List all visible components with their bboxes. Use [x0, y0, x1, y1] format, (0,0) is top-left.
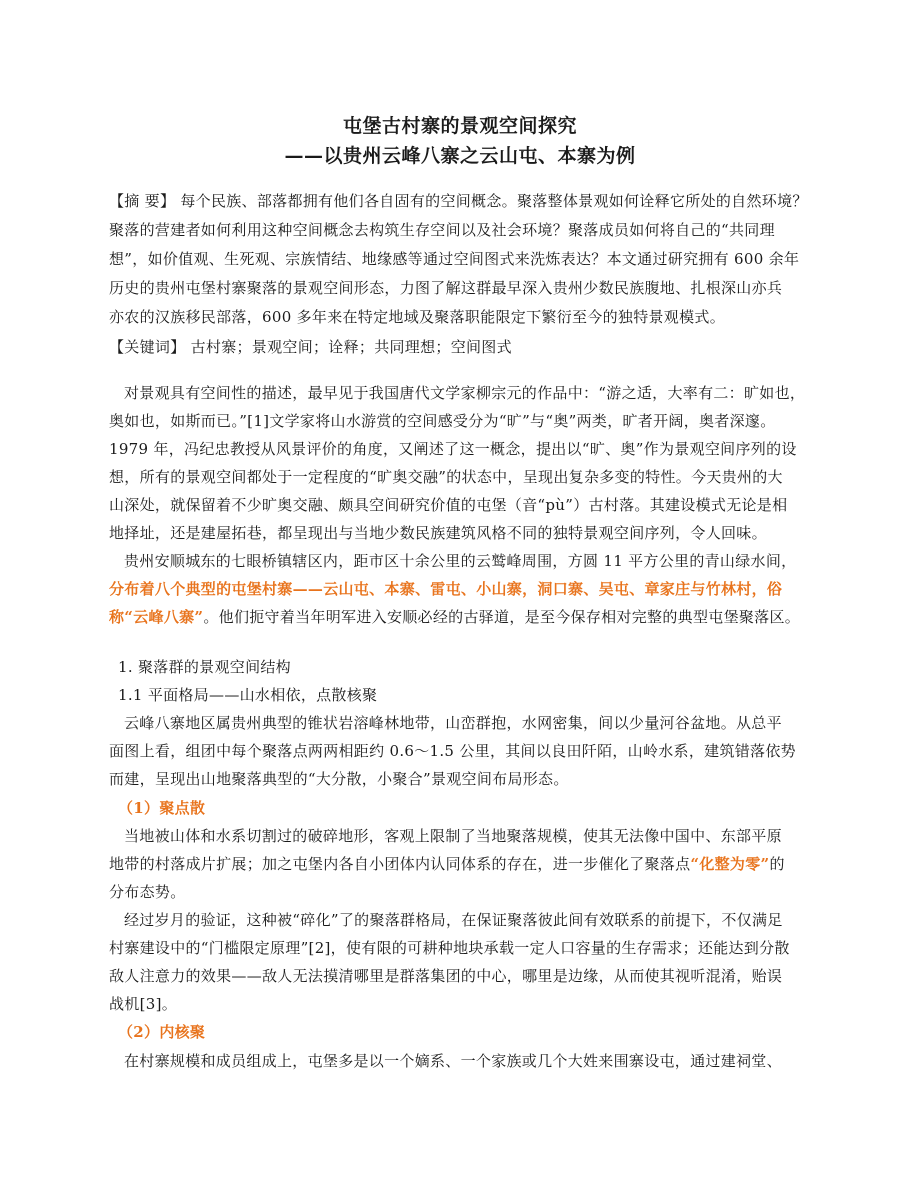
paragraph-line: 云峰八寨地区属贵州典型的锥状岩溶峰林地带，山峦群抱，水网密集，间以少量河谷盆地。从总平 — [124, 714, 782, 732]
paragraph-line: 战机[3]。 — [109, 995, 178, 1013]
paragraph-line: 对景观具有空间性的描述，最早见于我国唐代文学家柳宗元的作品中：“游之适，大率有二：旷如也， — [124, 384, 806, 402]
paragraph-line: 面图上看，组团中每个聚落点两两相距约 0.6～1.5 公里，其间以良田阡陌，山岭水系，建筑错落依势 — [109, 742, 796, 760]
keywords-line — [109, 336, 512, 358]
abstract-line: 历史的贵州屯堡村寨聚落的景观空间形态，力图了解这群最早深入贵州少数民族腹地、扎根深山亦兵 — [109, 279, 783, 297]
paragraph-line: 当地被山体和水系切割过的破碎地形，客观上限制了当地聚落规模，使其无法像中国中、东部平原 — [124, 827, 782, 845]
paragraph-line: 村寨建设中的“门槛限定原理”[2]，使有限的可耕种地块承载一定人口容量的生存需求；还能达到分散 — [109, 939, 790, 957]
abstract-line: 【摘 要】 每个民族、部落都拥有他们各自固有的空间概念。聚落整体景观如何诠释它所处的自然环境？ — [109, 192, 808, 210]
abstract-line: 想”，如价值观、生死观、宗族情结、地缘感等通过空间图式来洗炼表达？本文通过研究拥有 600 余年 — [109, 250, 800, 268]
paragraph-line: 地择址，还是建屋拓巷，都呈现出与当地少数民族建筑风格不同的独特景观空间序列，令人回味。 — [109, 524, 767, 542]
paragraph-line: 而建，呈现出山地聚落典型的“大分散，小聚合”景观空间布局形态。 — [109, 770, 569, 788]
paper-title: 屯堡古村寨的景观空间探究 — [342, 115, 577, 137]
highlight-term: 称“云峰八寨” — [109, 608, 204, 626]
paragraph-line: 敌人注意力的效果——敌人无法摸清哪里是群落集团的中心，哪里是边缘，从而使其视听混淆，贻误 — [109, 967, 783, 985]
paragraph-line: 分布态势。 — [109, 883, 186, 901]
paragraph-line: 奥如也，如斯而已。”[1]文学家将山水游赏的空间感受分为“旷”与“奥”两类，旷者开阔，奥者深邃。 — [109, 412, 776, 430]
section-heading: 1. 聚落群的景观空间结构 — [118, 658, 291, 676]
point-heading: （1）聚点散 — [118, 799, 206, 817]
paragraph-line: 在村寨规模和成员组成上，屯堡多是以一个嫡系、一个家族或几个大姓来围寨设屯，通过建祠堂、 — [124, 1052, 782, 1070]
keywords-label: 【关键词】 — [109, 338, 186, 356]
highlighted-line: 分布着八个典型的屯堡村寨——云山屯、本寨、雷屯、小山寨，洞口寨、吴屯、章家庄与竹林村，俗 — [109, 580, 783, 598]
abstract-label: 【摘 要】 — [109, 192, 176, 210]
paragraph-line: 山深处，就保留着不少旷奥交融、颇具空间研究价值的屯堡（音“pù”）古村落。其建设模式无论是相 — [109, 496, 788, 514]
highlight-term: “化整为零” — [690, 855, 770, 873]
paper-subtitle: ——以贵州云峰八寨之云山屯、本寨为例 — [284, 145, 636, 167]
keywords-text: 古村寨；景观空间；诠释；共同理想；空间图式 — [190, 338, 512, 356]
subsection-heading: 1.1 平面格局——山水相依，点散核聚 — [118, 686, 378, 704]
paragraph-line: 1979 年，冯纪忠教授从风景评价的角度，又阐述了这一概念，提出以“旷、奥”作为景观空间序列的设 — [109, 440, 797, 458]
abstract-line: 聚落的营建者如何利用这种空间概念去构筑生存空间以及社会环境？聚落成员如何将自己的“共同理 — [109, 221, 775, 239]
paragraph-line: 地带的村落成片扩展；加之屯堡内各自小团体内认同体系的存在，进一步催化了聚落点“化整为零”的 — [109, 855, 785, 873]
point-heading: （2）内核聚 — [118, 1023, 206, 1041]
abstract-line: 亦农的汉族移民部落，600 多年来在特定地域及聚落职能限定下繁衍至今的独特景观模式。 — [109, 308, 726, 326]
paragraph-line: 想，所有的景观空间都处于一定程度的“旷奥交融”的状态中，呈现出复杂多变的特性。今天贵州的大 — [109, 468, 783, 486]
paragraph-line: 贵州安顺城东的七眼桥镇辖区内，距市区十余公里的云鹫峰周围，方圆 11 平方公里的青山绿水间， — [124, 552, 797, 570]
paragraph-line: 称“云峰八寨”。他们扼守着当年明军进入安顺必经的古驿道，是至今保存相对完整的典型屯堡聚落区。 — [109, 608, 801, 626]
paragraph-line: 经过岁月的验证，这种被“碎化”了的聚落群格局，在保证聚落彼此间有效联系的前提下，不仅满足 — [124, 911, 783, 929]
